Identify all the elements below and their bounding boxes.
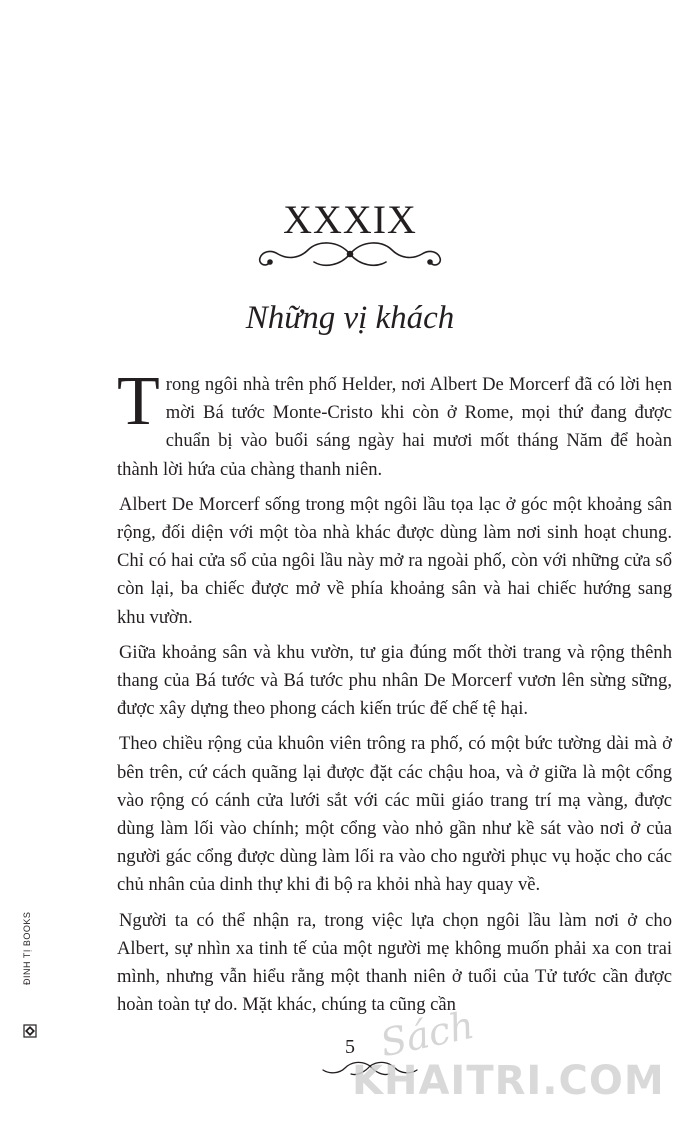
watermark-script: Sách [376,1002,478,1066]
paragraph-4-text: Theo chiều rộng của khuôn viên trông ra phố, có một bức tường dài mà ở bên trên, cứ cách quãng lại được đặt các chậu hoa, và ở giữa là một cổng vào rộng có cánh cửa lưới sắt với các mũi giáo trang trí mạ vàng, được dùng làm lối vào chính; một cổng vào nhỏ gần như kề sát vào nơi ở của người gác cổng được dùng làm lối ra vào cho người phục vụ hoặc cho các chủ nhân của dinh thự khi đi bộ ra khỏi nhà hay quay về. [117,733,672,896]
paragraph-2 [117,491,672,632]
paragraph-3 [117,639,672,724]
chapter-number: XXXIX [283,197,417,242]
page-number: 5 [345,1036,355,1058]
drop-cap: T [117,363,160,440]
paragraph-5 [117,907,672,1020]
paragraph-1 [117,363,672,484]
watermark-site: KHAITRI.COM [352,1058,665,1104]
paragraph-1-text: rong ngôi nhà trên phố Helder, nơi Albert De Morcerf đã có lời hẹn mời Bá tước Monte-Cristo khi còn ở Rome, mọi thứ đang được chuẩn bị vào buổi sáng ngày hai mươi mốt tháng Năm để hoàn thành lời hứa của chàng thanh niên. [117,374,672,480]
chapter-body [117,363,672,1026]
paragraph-4 [117,730,672,899]
publisher-name: ĐINH TỊ BOOKS [22,911,32,985]
paragraph-5-text: Người ta có thể nhận ra, trong việc lựa chọn ngôi lầu làm nơi ở cho Albert, sự nhìn xa tinh tế của một người mẹ không muốn phải xa con trai mình, nhưng vẫn hiểu rằng một thanh niên ở tuổi của Tử tước cần được hoàn toàn tự do. Mặt khác, chúng ta cũng cần [117,909,672,1016]
chapter-ornament [248,232,452,276]
chapter-title: Những vị khách [245,300,455,336]
paragraph-2-text: Albert De Morcerf sống trong một ngôi lầu tọa lạc ở góc một khoảng sân rộng, đối diện với một tòa nhà khác được dùng làm nơi sinh hoạt chung. Chỉ có hai cửa sổ của ngôi lầu này mở ra ngoài phố, còn với những cửa sổ còn lại, ba chiếc được mở về phía khoảng sân và hai chiếc hướng sang khu vườn. [117,493,672,628]
paragraph-3-text: Giữa khoảng sân và khu vườn, tư gia đúng mốt thời trang và rộng thênh thang của Bá tước và Bá tước phu nhân De Morcerf vươn lên sừng sững, được xây dựng theo phong cách kiến trúc đế chế tệ hại. [117,641,672,720]
